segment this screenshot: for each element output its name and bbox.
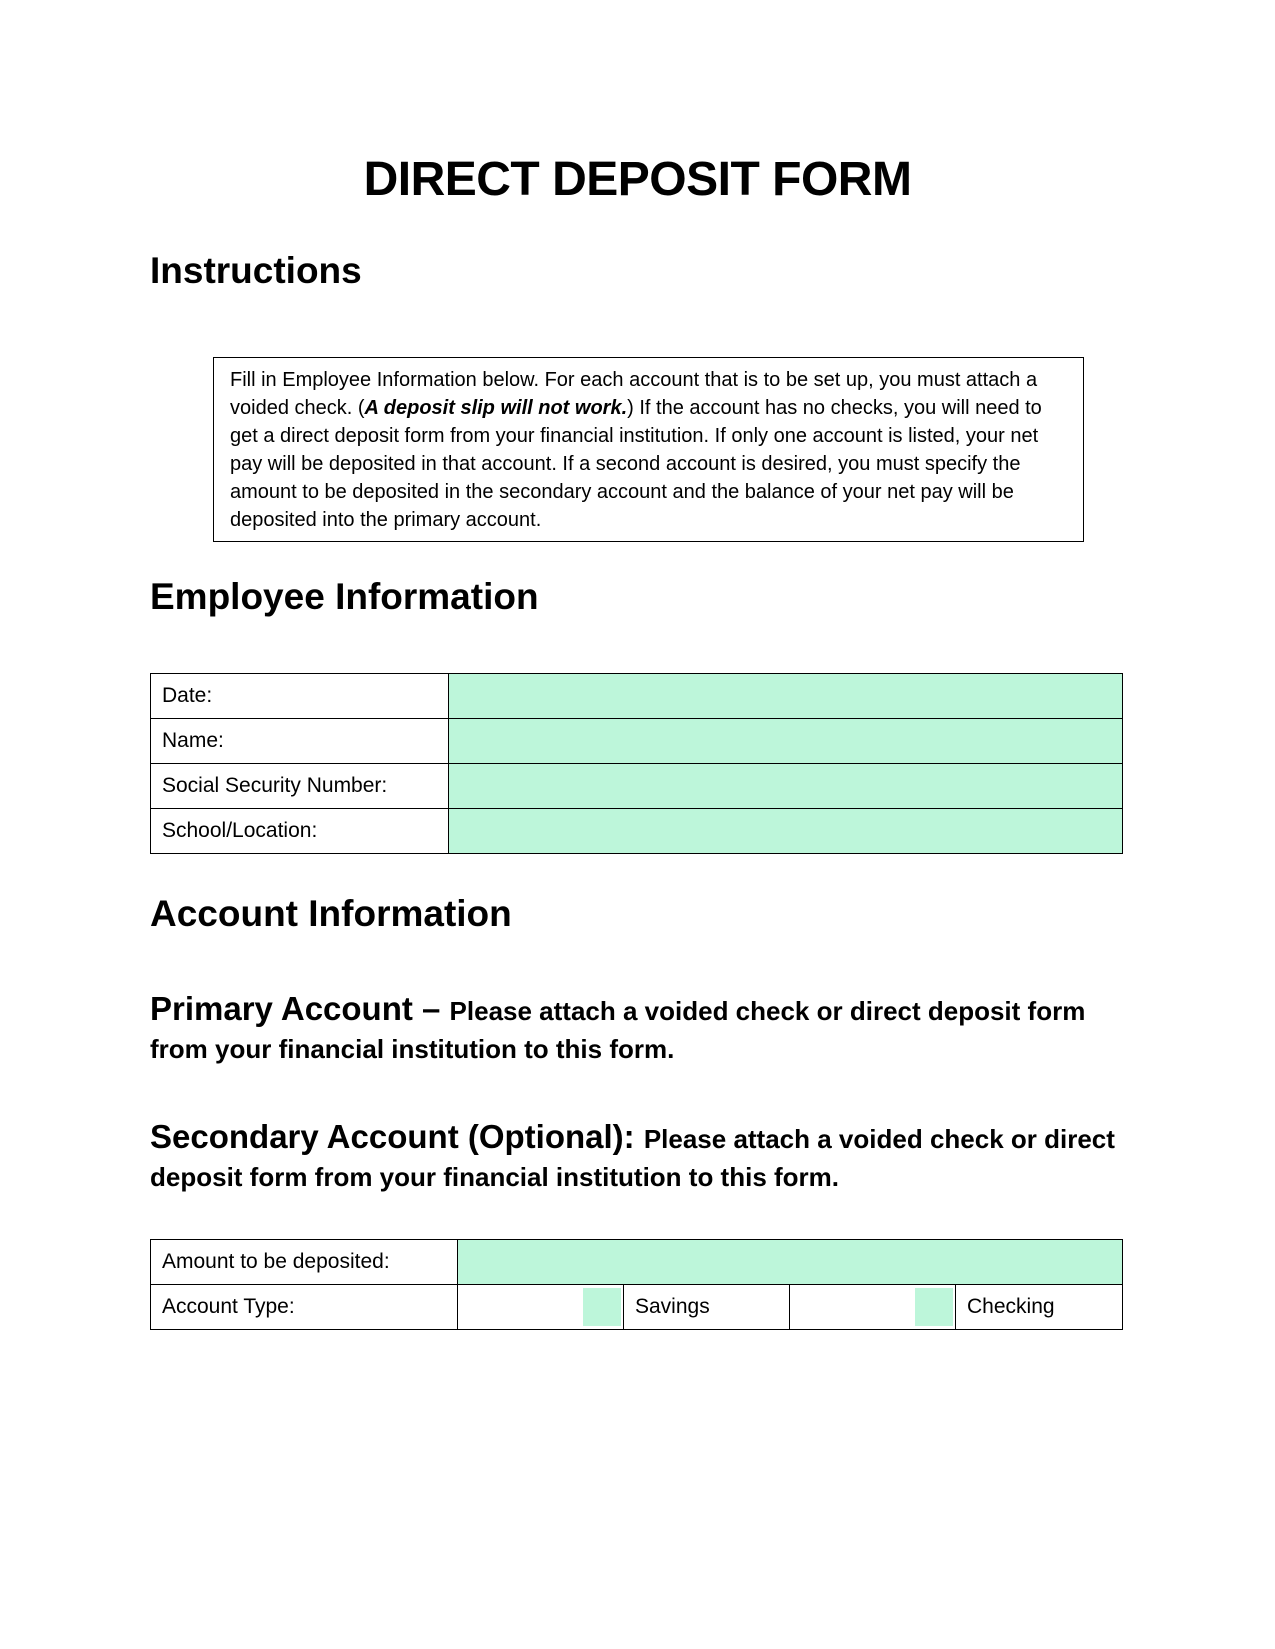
employee-information-heading: Employee Information (150, 576, 539, 617)
table-row (151, 809, 1123, 854)
savings-label: Savings (624, 1285, 790, 1330)
account-information-heading: Account Information (150, 893, 512, 934)
table-row (151, 764, 1123, 809)
ssn-label: Social Security Number: (151, 764, 449, 809)
date-field[interactable] (449, 674, 1123, 719)
secondary-account-block (150, 1118, 1130, 1196)
savings-checkbox-cell (458, 1285, 624, 1330)
instructions-text-after: ) If the account has no checks, you will need to get a direct deposit form from your financial institution. If only one account is listed, your net pay will be deposited in that account. If a second account is desired, you must specify the amount to be deposited in the secondary account and the balance of your net pay will be deposited into the primary account. (230, 397, 1042, 531)
school-location-label: School/Location: (151, 809, 449, 854)
page-title: DIRECT DEPOSIT FORM (363, 153, 912, 206)
primary-account-note: Please attach a voided check or direct deposit form from your financial institution to this form. (150, 996, 1086, 1064)
table-row (151, 674, 1123, 719)
secondary-account-note: Please attach a voided check or direct deposit form from your financial institution to this form. (150, 1124, 1115, 1192)
name-field[interactable] (449, 719, 1123, 764)
table-row (151, 719, 1123, 764)
date-label: Date: (151, 674, 449, 719)
savings-checkbox[interactable] (583, 1288, 621, 1326)
primary-account-block (150, 990, 1130, 1068)
account-type-label: Account Type: (151, 1285, 458, 1330)
table-row (151, 1240, 1123, 1285)
amount-label: Amount to be deposited: (151, 1240, 458, 1285)
checking-checkbox-cell (790, 1285, 956, 1330)
instructions-box (213, 357, 1084, 542)
account-information-table (150, 1239, 1123, 1330)
amount-field[interactable] (458, 1240, 1123, 1285)
instructions-emphasis: A deposit slip will not work. (364, 397, 628, 419)
ssn-field[interactable] (449, 764, 1123, 809)
employee-information-table (150, 673, 1123, 854)
instructions-text-before: Fill in Employee Information below. For each account that is to be set up, you must attach a voided check. ( (230, 369, 1038, 419)
instructions-heading: Instructions (150, 250, 362, 291)
checking-label: Checking (956, 1285, 1123, 1330)
secondary-account-heading: Secondary Account (Optional): (150, 1118, 644, 1155)
primary-account-heading: Primary Account – (150, 990, 450, 1027)
school-location-field[interactable] (449, 809, 1123, 854)
table-row (151, 1285, 1123, 1330)
checking-checkbox[interactable] (915, 1288, 953, 1326)
name-label: Name: (151, 719, 449, 764)
